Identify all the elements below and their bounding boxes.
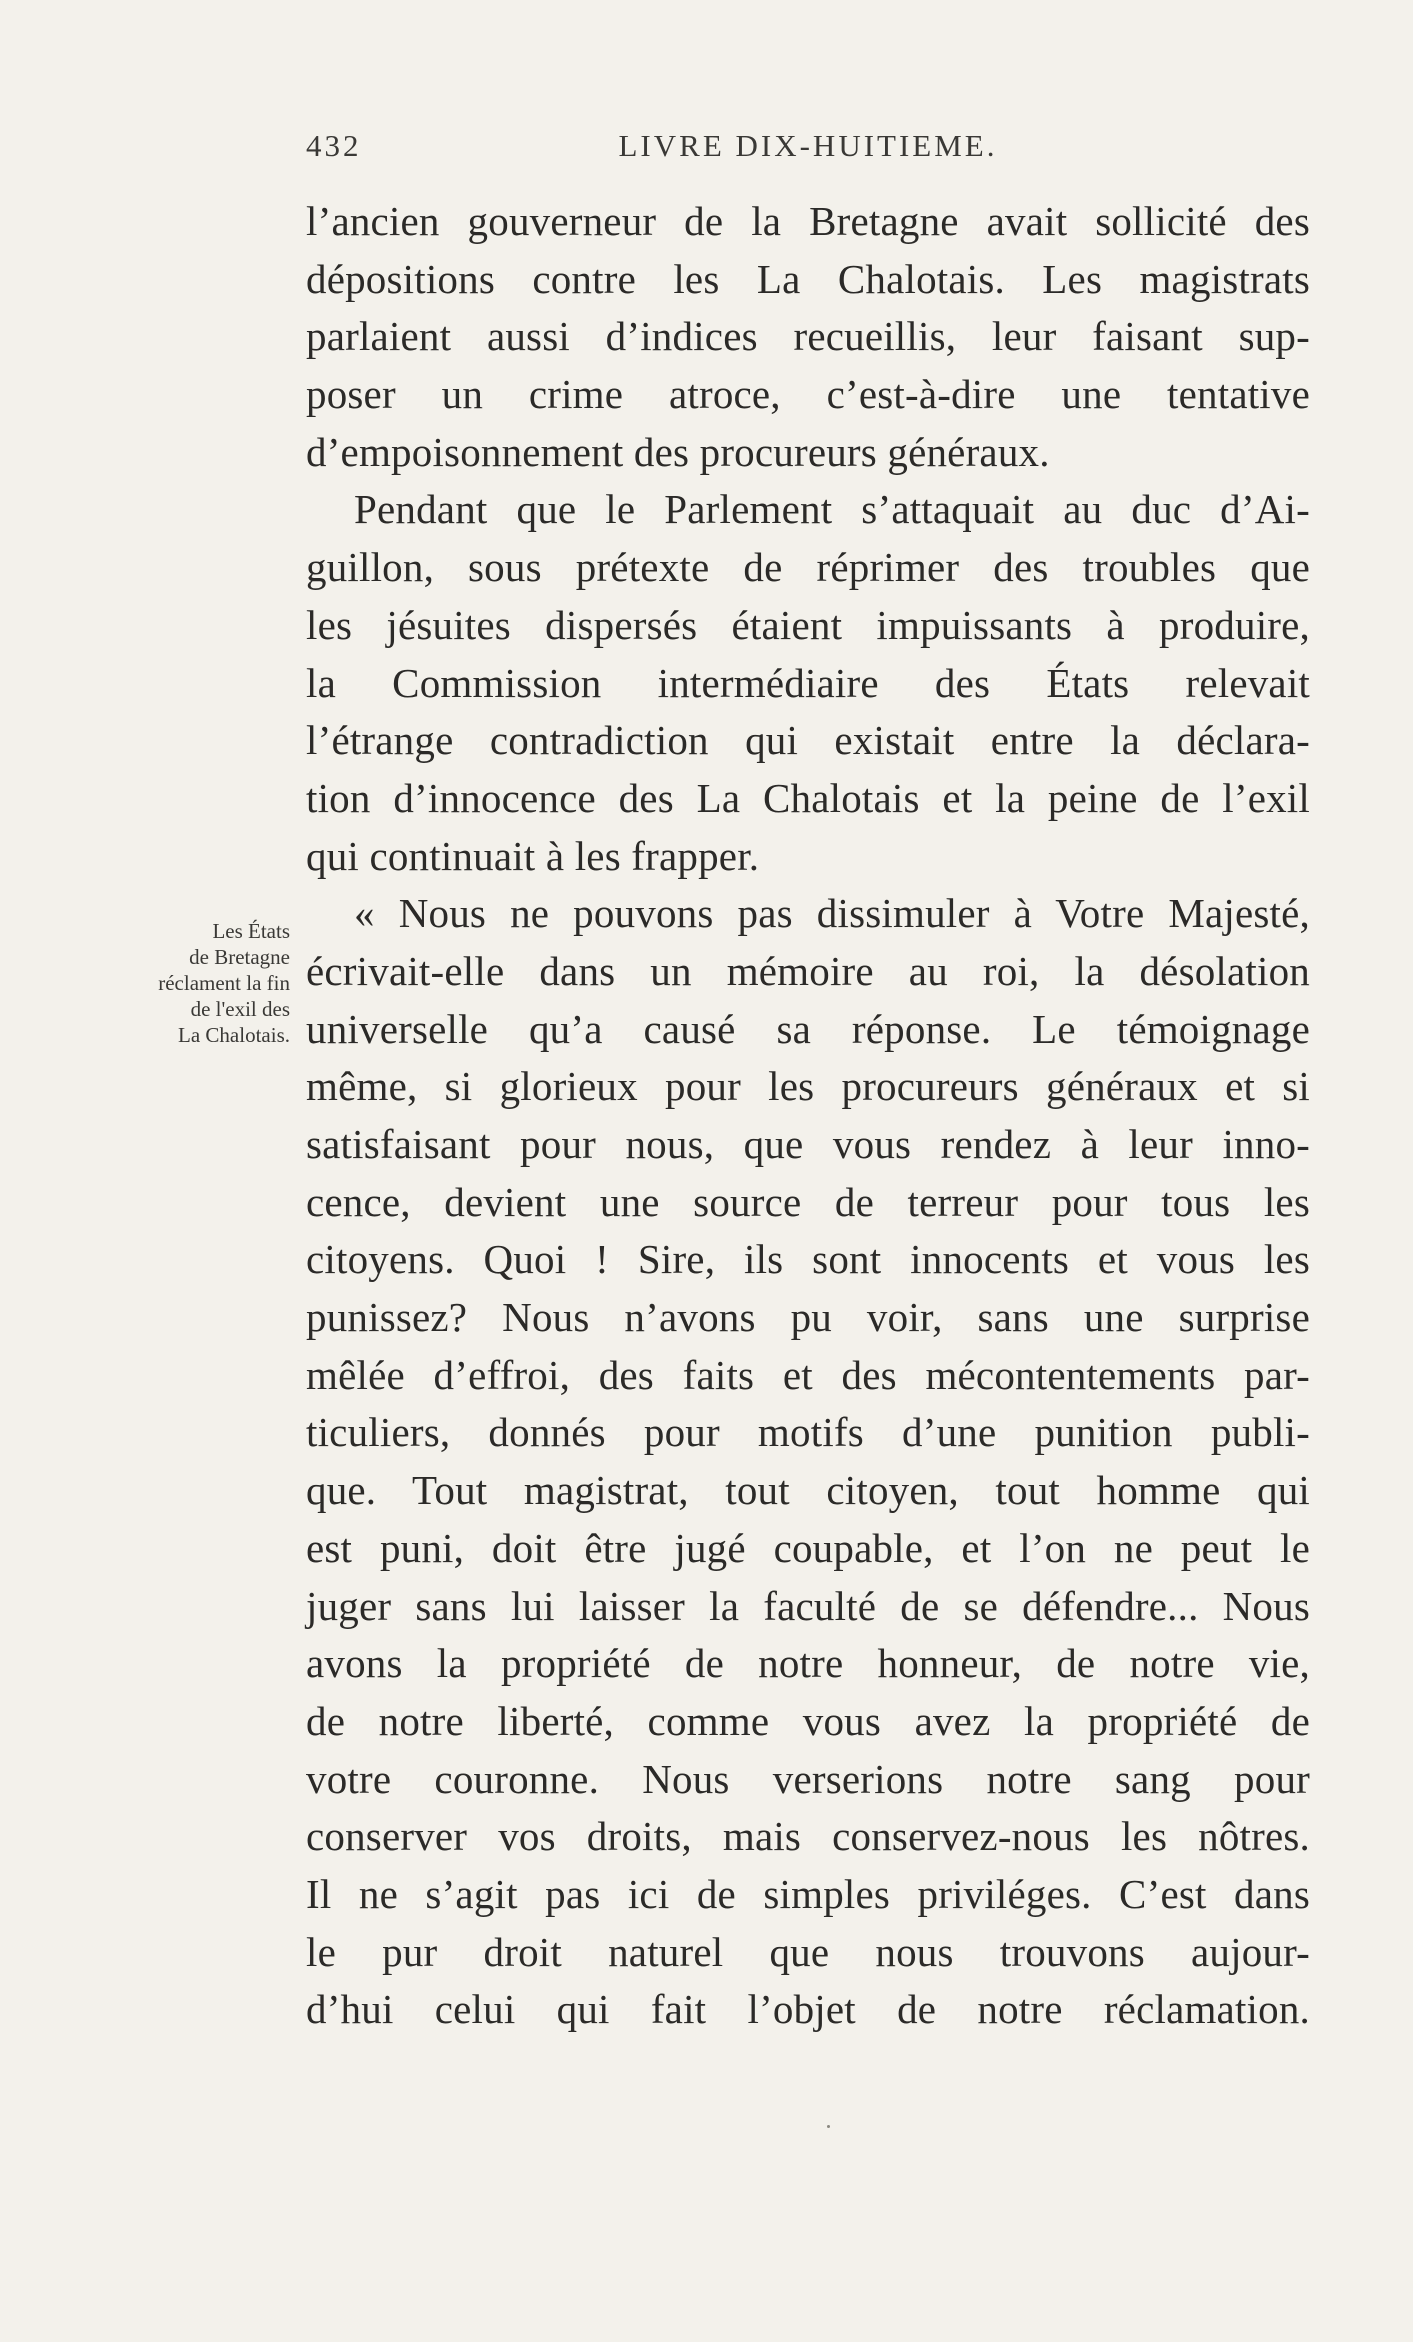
text-line: Il ne s’agit pas ici de simples priviléges. C’est dans — [306, 1870, 1310, 1917]
paper-speck — [827, 2125, 830, 2128]
text-line: qui continuait à les frapper. — [306, 832, 760, 879]
text-line: d’hui celui qui fait l’objet de notre réclamation. — [306, 1986, 1310, 2033]
text-line: la Commission intermédiaire des États relevait — [306, 659, 1310, 706]
running-head — [306, 128, 1310, 176]
margin-note — [100, 918, 290, 1048]
text-line: satisfaisant pour nous, que vous rendez à leur inno- — [306, 1121, 1310, 1167]
text-line: punissez? Nous n’avons pu voir, sans une surprise — [306, 1294, 1310, 1341]
text-line: guillon, sous prétexte de réprimer des troubles que — [306, 544, 1310, 591]
running-title: LIVRE DIX-HUITIEME. — [618, 128, 998, 163]
text-line: le pur droit naturel que nous trouvons aujour- — [306, 1928, 1310, 1975]
text-line: l’ancien gouverneur de la Bretagne avait sollicité des — [306, 198, 1310, 244]
text-line: « Nous ne pouvons pas dissimuler à Votre Majesté, — [354, 890, 1310, 937]
margin-note-line: de Bretagne — [189, 945, 290, 969]
text-line: de notre liberté, comme vous avez la propriété de — [306, 1697, 1310, 1744]
margin-note-line: Les États — [212, 919, 290, 943]
text-line: votre couronne. Nous verserions notre sang pour — [306, 1755, 1310, 1802]
text-line: tion d’innocence des La Chalotais et la peine de l’exil — [306, 774, 1310, 821]
text-line: est puni, doit être jugé coupable, et l’on ne peut le — [306, 1524, 1310, 1571]
text-line: les jésuites dispersés étaient impuissants à produire, — [306, 601, 1310, 648]
text-line: universelle qu’a causé sa réponse. Le témoignage — [306, 1005, 1310, 1052]
body-text — [306, 193, 1310, 2039]
text-line: citoyens. Quoi ! Sire, ils sont innocents et vous les — [306, 1236, 1310, 1283]
page-number: 432 — [306, 128, 362, 163]
margin-note-line: de l'exil des — [190, 997, 290, 1021]
margin-note-line: La Chalotais. — [178, 1023, 290, 1047]
text-line: d’empoisonnement des procureurs généraux. — [306, 428, 1050, 475]
text-line: l’étrange contradiction qui existait entre la déclara- — [306, 717, 1310, 764]
text-line: mêlée d’effroi, des faits et des mécontentements par- — [306, 1351, 1310, 1398]
margin-note-line: réclament la fin — [158, 971, 290, 995]
text-line: cence, devient une source de terreur pour tous les — [306, 1178, 1310, 1225]
text-line: même, si glorieux pour les procureurs généraux et si — [306, 1063, 1310, 1110]
text-line: ticuliers, donnés pour motifs d’une punition publi- — [306, 1409, 1310, 1456]
text-line: poser un crime atroce, c’est-à-dire une tentative — [306, 371, 1310, 418]
text-line: parlaient aussi d’indices recueillis, leur faisant sup- — [306, 313, 1310, 360]
text-line: que. Tout magistrat, tout citoyen, tout homme qui — [306, 1467, 1310, 1514]
text-line: conserver vos droits, mais conservez-nous les nôtres. — [306, 1813, 1310, 1860]
text-line: juger sans lui laisser la faculté de se défendre... Nous — [306, 1582, 1310, 1629]
text-line: écrivait-elle dans un mémoire au roi, la désolation — [306, 947, 1310, 994]
text-line: Pendant que le Parlement s’attaquait au duc d’Ai- — [354, 486, 1310, 533]
text-line: avons la propriété de notre honneur, de notre vie, — [306, 1640, 1310, 1687]
text-line: dépositions contre les La Chalotais. Les magistrats — [306, 255, 1310, 302]
